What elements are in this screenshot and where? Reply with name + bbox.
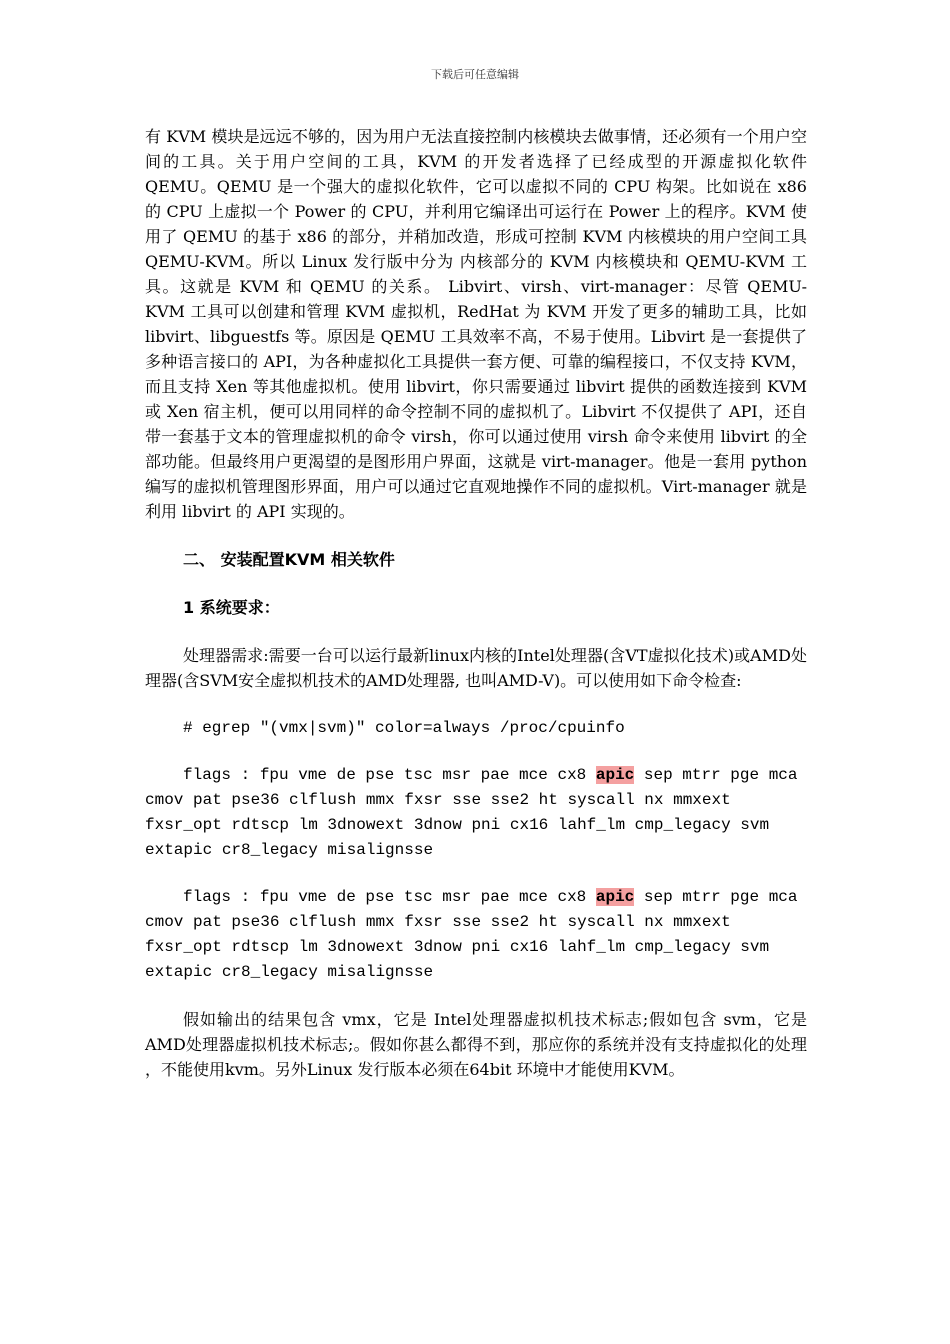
flags-text-after: sep mtrr pge mca cmov pat pse36 clflush mmx fxsr sse sse2 ht syscall nx mmxext fxsr_opt rdtscp lm 3dnowext 3dnow pni cx16 lahf_lm cmp_legacy svm extapic cr8_legacy misalignsse	[145, 888, 798, 981]
flags-block-2	[145, 885, 807, 985]
section-heading: 二、 安装配置KVM 相关软件	[183, 550, 395, 569]
flags-text-after: sep mtrr pge mca cmov pat pse36 clflush mmx fxsr sse sse2 ht syscall nx mmxext fxsr_opt rdtscp lm 3dnowext 3dnow pni cx16 lahf_lm cmp_legacy svm extapic cr8_legacy misalignsse	[145, 766, 798, 859]
flags-text-before: flags : fpu vme de pse tsc msr pae mce cx8	[183, 888, 596, 906]
highlight-apic: apic	[595, 766, 635, 784]
subheading: 1 系统要求：	[183, 598, 280, 617]
page-header: 下载后可任意编辑	[431, 68, 519, 81]
flags-block-1	[145, 763, 807, 863]
flags-text-before: flags : fpu vme de pse tsc msr pae mce cx8	[183, 766, 596, 784]
document-body	[145, 124, 807, 1082]
intro-paragraph: 有 KVM 模块是远远不够的，因为用户无法直接控制内核模块去做事情，还必须有一个用户空间的工具。关于用户空间的工具，KVM 的开发者选择了已经成型的开源虚拟化软件 QEMU。QEMU 是一个强大的虚拟化软件，它可以虚拟不同的 CPU 构架。比如说在 x86 的 CPU 上虚拟一个 Power 的 CPU，并利用它编译出可运行在 Power 上的程序。KVM 使用了 QEMU 的基于 x86 的部分，并稍加改造，形成可控制 KVM 内核模块的用户空间工具 QEMU-KVM。所以 Linux 发行版中分为 内核部分的 KVM 内核模块和 QEMU-KVM 工具。这就是 KVM 和 QEMU 的关系。 Libvirt、virsh、virt-manager：尽管 QEMU-KVM 工具可以创建和管理 KVM 虚拟机，RedHat 为 KVM 开发了更多的辅助工具，比如 libvirt、libguestfs 等。原因是 QEMU 工具效率不高，不易于使用。Libvirt 是一套提供了多种语言接口的 API，为各种虚拟化工具提供一套方便、可靠的编程接口，不仅支持 KVM，而且支持 Xen 等其他虚拟机。使用 libvirt，你只需要通过 libvirt 提供的函数连接到 KVM 或 Xen 宿主机，便可以用同样的命令控制不同的虚拟机了。Libvirt 不仅提供了 API，还自带一套基于文本的管理虚拟机的命令 virsh，你可以通过使用 virsh 命令来使用 libvirt 的全部功能。但最终用户更渴望的是图形用户界面，这就是 virt-manager。他是一套用 python 编写的虚拟机管理图形界面，用户可以通过它直观地操作不同的虚拟机。Virt-manager 就是利用 libvirt 的 API 实现的。	[145, 127, 807, 521]
requirement-paragraph: 处理器需求:需要一台可以运行最新linux内核的Intel处理器(含VT虚拟化技术)或AMD处理器(含SVM安全虚拟机技术的AMD处理器, 也叫AMD-V)。可以使用如下命令检查:	[145, 646, 807, 690]
highlight-apic: apic	[595, 888, 635, 906]
command-line: # egrep "(vmx|svm)" color=always /proc/cpuinfo	[183, 719, 625, 737]
result-paragraph: 假如输出的结果包含 vmx，它是 Intel处理器虚拟机技术标志;假如包含 svm，它是 AMD处理器虚拟机技术标志;。假如你甚么都得不到，那应你的系统并没有支持虚拟化的处理 ，不能使用kvm。另外Linux 发行版本必须在64bit 环境中才能使用KVM。	[145, 1010, 807, 1079]
